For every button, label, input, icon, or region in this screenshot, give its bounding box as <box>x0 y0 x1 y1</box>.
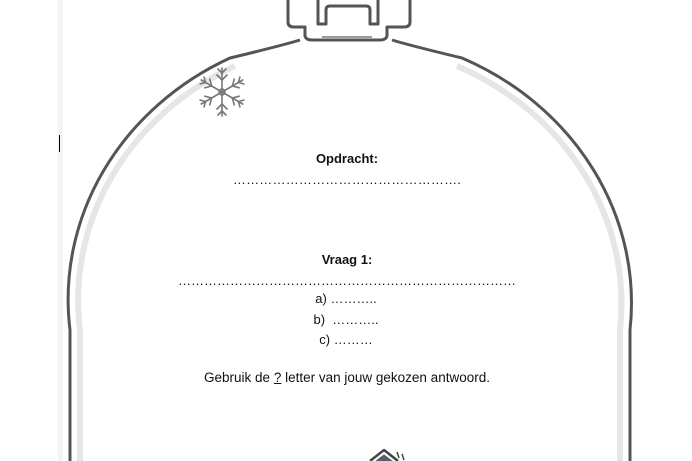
question-line[interactable]: …………………………………………………………………… <box>178 273 516 288</box>
option-blank: ……….. <box>326 291 377 306</box>
option-blank: ……… <box>330 332 373 347</box>
assignment-answer-line[interactable]: ……………………………………………. <box>232 172 462 187</box>
text-cursor <box>59 135 60 152</box>
option-letter: c) <box>319 332 331 347</box>
ornament-outline <box>68 40 300 461</box>
instruction-before: Gebruik de <box>204 370 274 385</box>
answer-option-b[interactable] <box>0 312 692 328</box>
option-letter: b) <box>313 312 326 327</box>
option-letter: a) <box>315 291 327 306</box>
ornament-outline-right <box>392 40 631 461</box>
option-blank: ……….. <box>325 312 379 327</box>
question-title: Vraag 1: <box>321 252 373 267</box>
house-icon <box>370 450 404 461</box>
answer-option-c[interactable] <box>0 332 692 348</box>
snowflake-icon <box>199 68 246 116</box>
instruction-text <box>1 370 692 386</box>
answer-option-a[interactable] <box>0 291 692 307</box>
page-edge-shadow <box>58 0 63 461</box>
ornament-cap <box>288 0 410 40</box>
instruction-highlight: ? <box>273 370 282 385</box>
instruction-after: letter van jouw gekozen antwoord. <box>281 370 490 385</box>
assignment-title: Opdracht: <box>315 151 379 166</box>
